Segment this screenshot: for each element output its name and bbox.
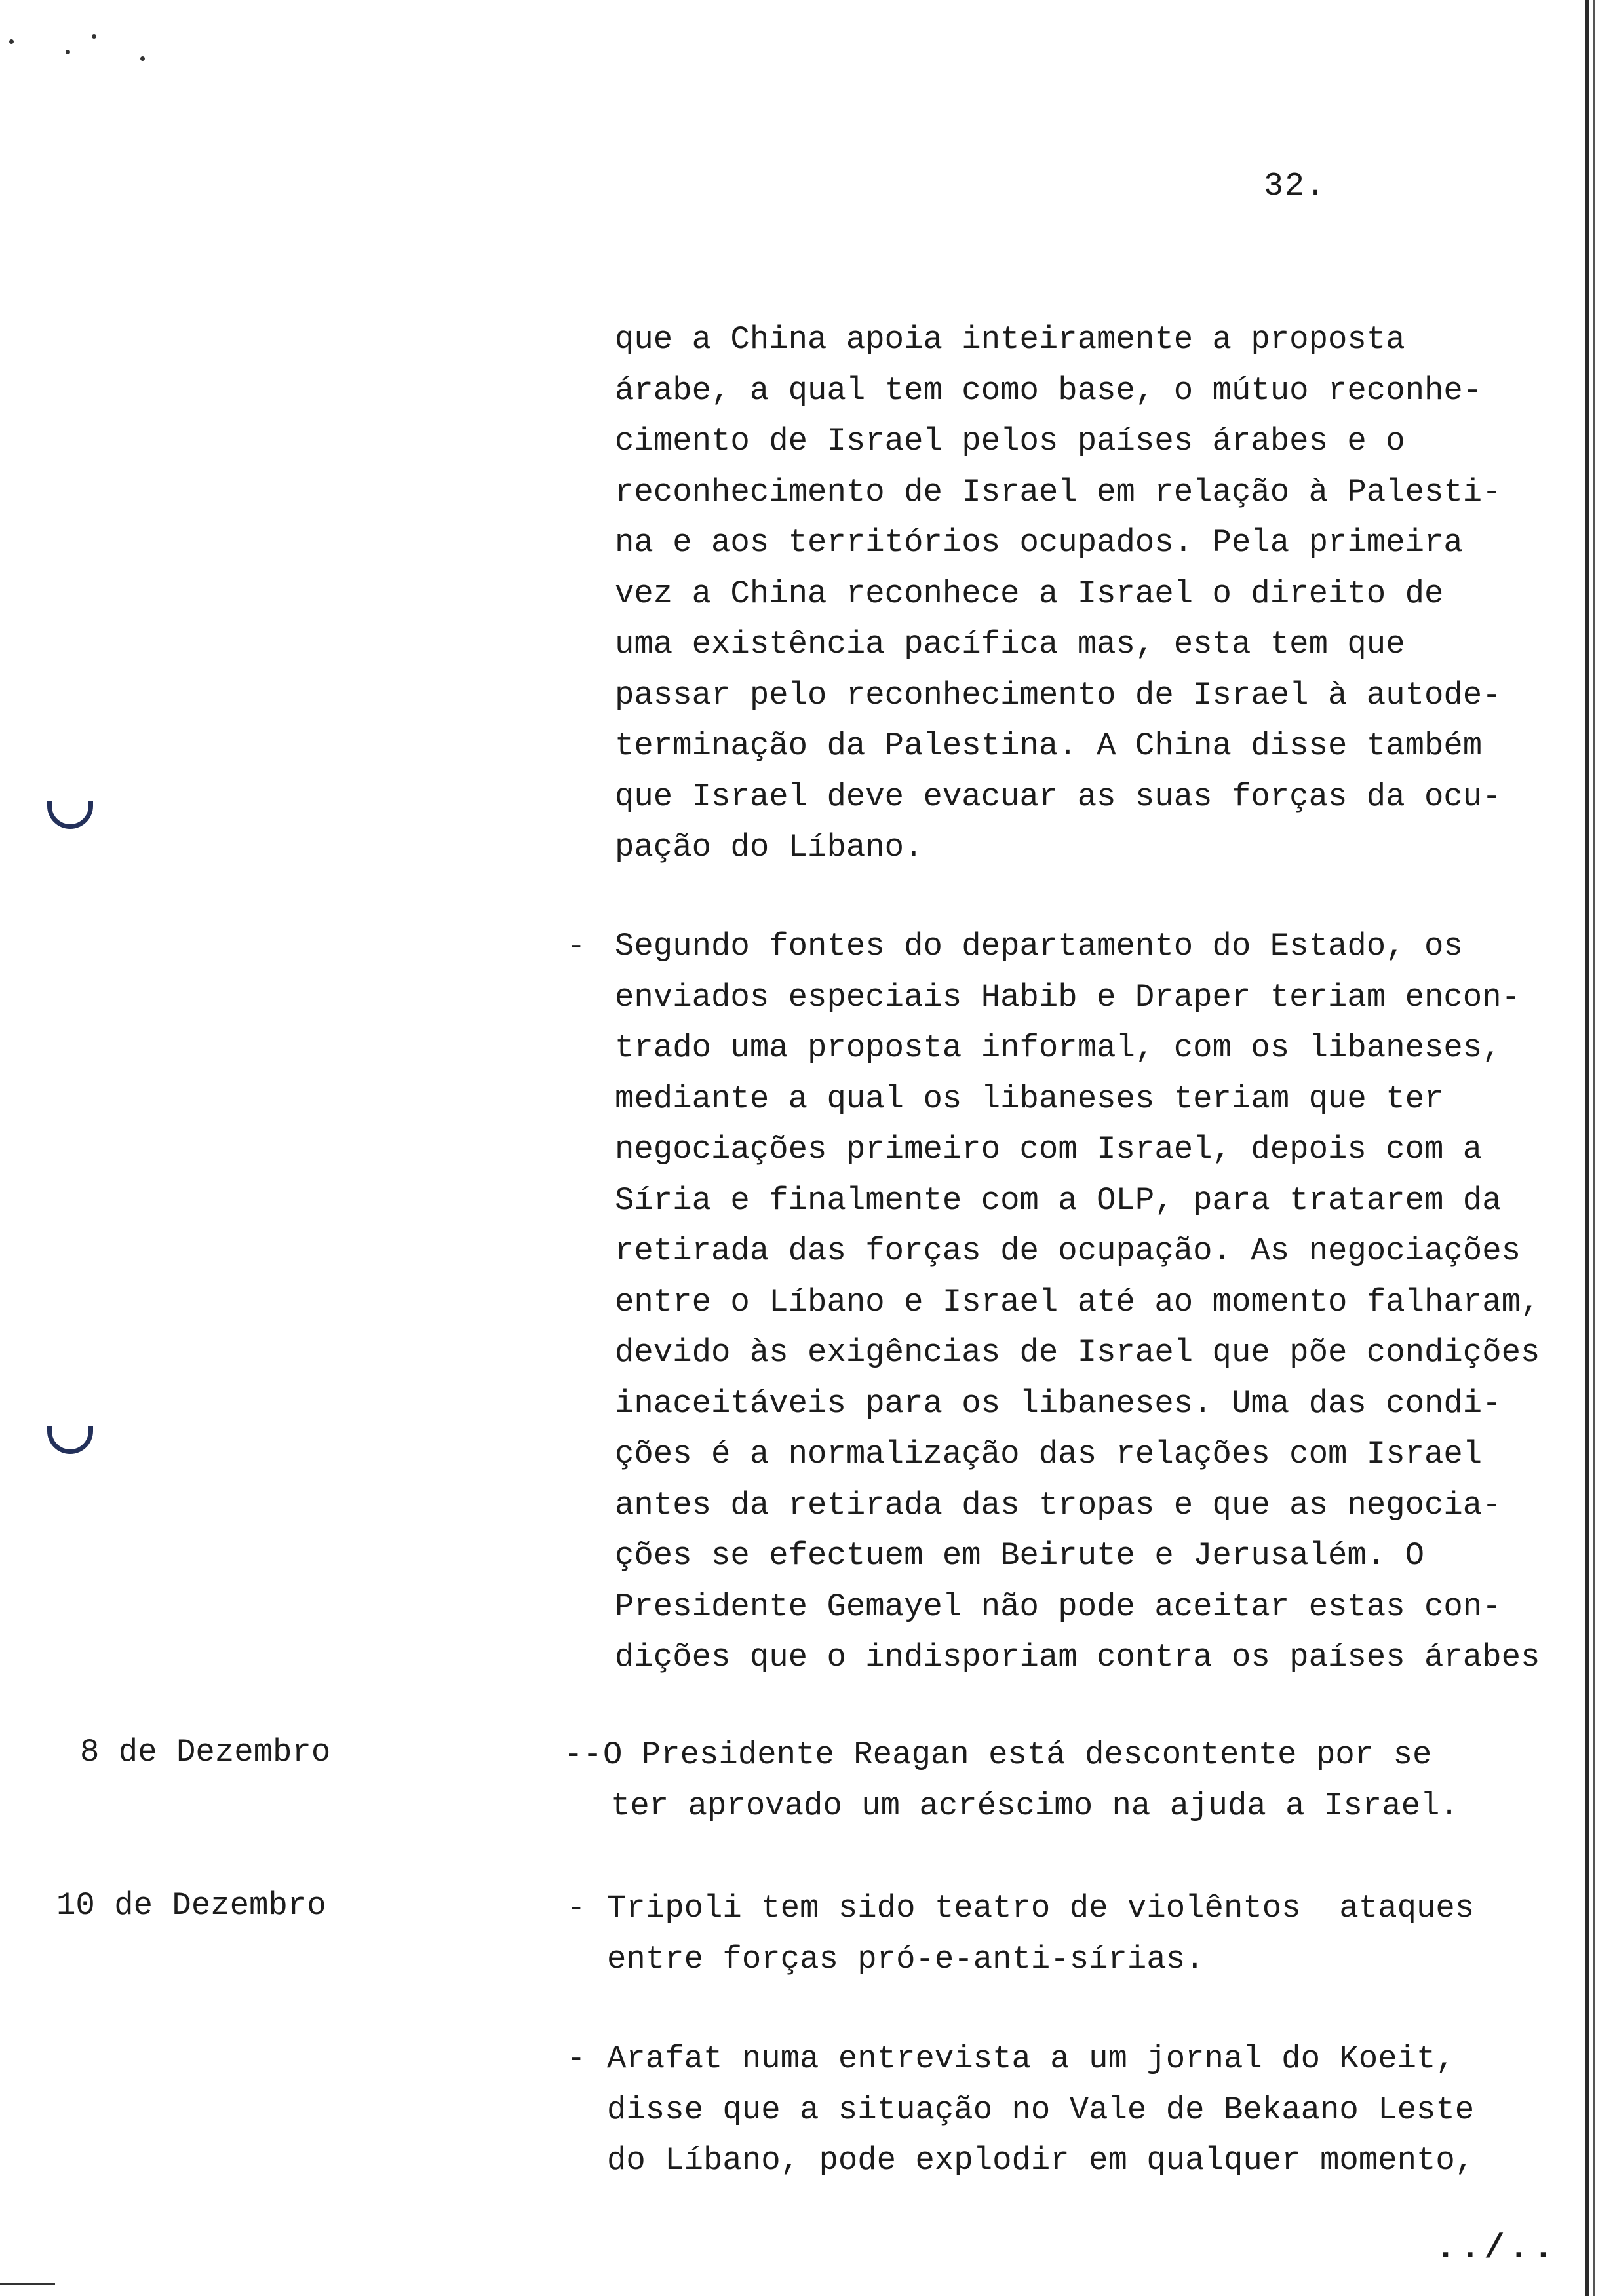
page-number: 32. xyxy=(1264,168,1327,205)
text-line: enviados especiais Habib e Draper teriam encon- xyxy=(615,978,1521,1016)
paragraph-negotiations xyxy=(615,921,1591,1683)
text-line: Segundo fontes do departamento do Estado, os xyxy=(615,928,1463,965)
text-line: Presidente Gemayel não pode aceitar estas con- xyxy=(615,1588,1502,1625)
entry-dash: - xyxy=(566,1890,586,1926)
punch-hole-mark xyxy=(47,801,93,829)
text-line: que Israel deve evacuar as suas forças da ocu- xyxy=(615,778,1502,815)
paragraph-tripoli xyxy=(607,1883,1584,1985)
continuation-mark: ../.. xyxy=(1435,2229,1558,2268)
binding-edge-line-inner xyxy=(1593,0,1595,2296)
text-line: ter aprovado um acréscimo na ajuda a Israel. xyxy=(611,1787,1459,1824)
scan-speck xyxy=(140,56,145,61)
text-line: antes da retirada das tropas e que as negocia- xyxy=(615,1486,1502,1523)
text-line: trado uma proposta informal, com os libaneses, xyxy=(615,1029,1502,1066)
entry-date: 10 de Dezembro xyxy=(56,1887,326,1924)
text-line: ções se efectuem em Beirute e Jerusalém. O xyxy=(615,1537,1425,1574)
text-line: reconhecimento de Israel em relação à Palesti- xyxy=(615,473,1502,510)
bottom-edge-line xyxy=(0,2283,55,2285)
text-line: O Presidente Reagan está descontente por se xyxy=(603,1736,1432,1773)
scan-speck xyxy=(92,34,96,39)
text-line: mediante a qual os libaneses teriam que ter xyxy=(615,1080,1444,1117)
text-line: árabe, a qual tem como base, o mútuo reconhe- xyxy=(615,372,1483,409)
paragraph-reagan xyxy=(603,1730,1580,1831)
text-line: disse que a situação no Vale de Bekaano Leste xyxy=(607,2091,1475,2128)
text-line: entre o Líbano e Israel até ao momento falharam, xyxy=(615,1283,1540,1320)
text-line: Arafat numa entrevista a um jornal do Koeit, xyxy=(607,2040,1455,2077)
scan-speck xyxy=(9,39,14,44)
text-line: que a China apoia inteiramente a proposta xyxy=(615,321,1405,358)
text-line: passar pelo reconhecimento de Israel à autode- xyxy=(615,676,1502,714)
entry-dash: -- xyxy=(564,1736,602,1773)
text-line: Tripoli tem sido teatro de violêntos ataques xyxy=(607,1890,1475,1926)
text-line: devido às exigências de Israel que põe condições xyxy=(615,1334,1540,1371)
text-line: pação do Líbano. xyxy=(615,829,924,866)
entry-date: 8 de Dezembro xyxy=(80,1734,331,1770)
entry-dash: - xyxy=(566,2040,586,2077)
scan-speck xyxy=(66,50,70,54)
text-line: terminação da Palestina. A China disse também xyxy=(615,727,1483,764)
text-line: ções é a normalização das relações com Israel xyxy=(615,1436,1483,1472)
paragraph-china-position xyxy=(615,315,1591,873)
paragraph-arafat xyxy=(607,2034,1584,2187)
entry-dash: - xyxy=(566,928,586,965)
text-line: uma existência pacífica mas, esta tem que xyxy=(615,626,1405,662)
text-line: Síria e finalmente com a OLP, para tratarem da xyxy=(615,1181,1502,1219)
text-line: cimento de Israel pelos países árabes e o xyxy=(615,423,1405,459)
text-line: dições que o indisporiam contra os países árabes xyxy=(615,1639,1540,1675)
text-line: do Líbano, pode explodir em qualquer momento, xyxy=(607,2142,1475,2179)
text-line: inaceitáveis para os libaneses. Uma das condi- xyxy=(615,1385,1502,1422)
text-line: na e aos territórios ocupados. Pela primeira xyxy=(615,524,1463,561)
text-line: entre forças pró-e-anti-sírias. xyxy=(607,1940,1205,1978)
text-line: retirada das forças de ocupação. As negociações xyxy=(615,1233,1521,1269)
text-line: negociações primeiro com Israel, depois com a xyxy=(615,1131,1483,1168)
punch-hole-mark xyxy=(47,1426,93,1454)
text-line: vez a China reconhece a Israel o direito de xyxy=(615,575,1444,612)
